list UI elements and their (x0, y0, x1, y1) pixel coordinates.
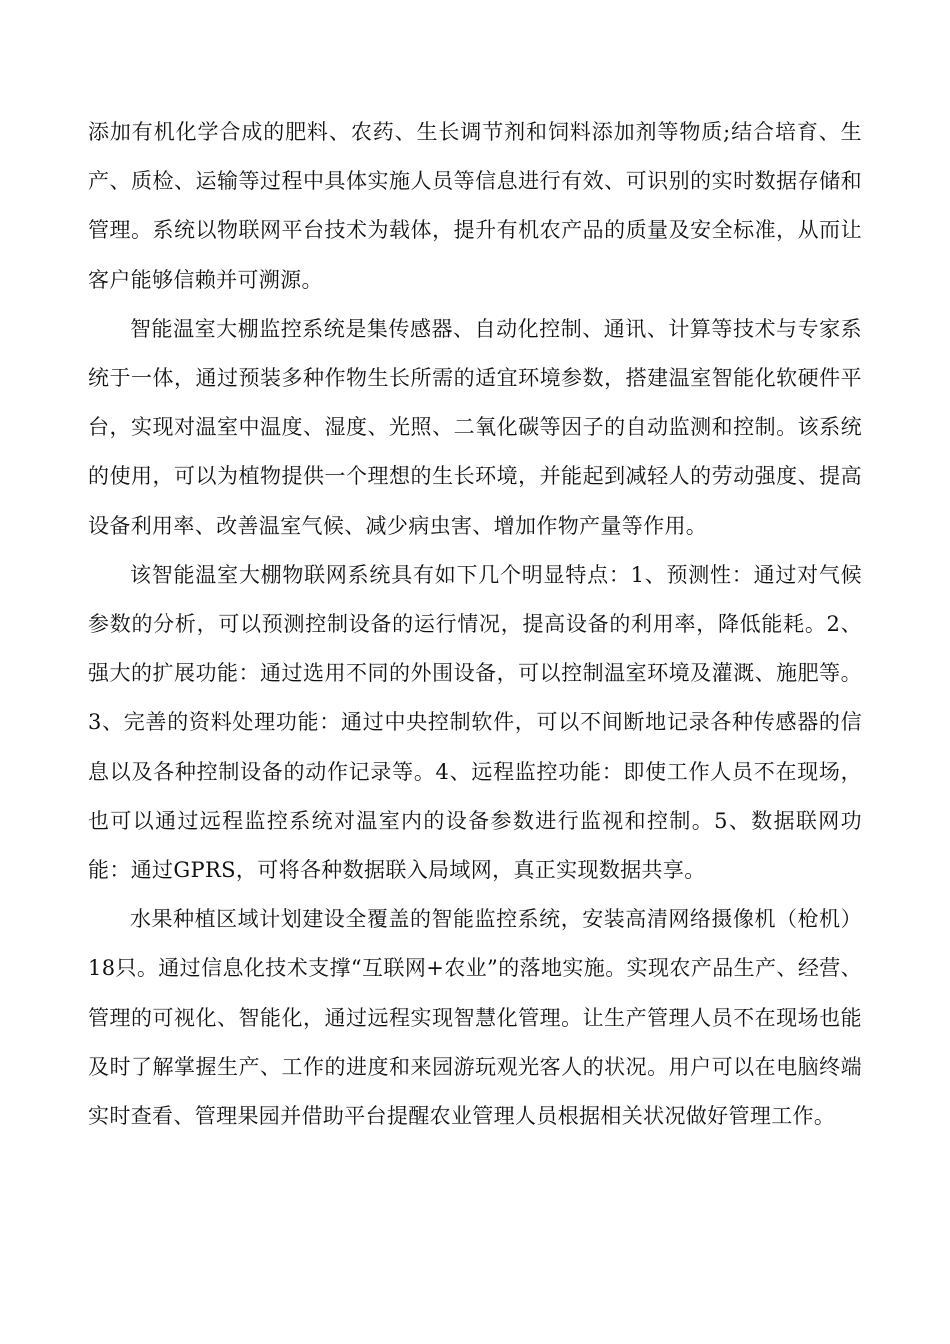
paragraph-fruit-area-surveillance: 水果种植区域计划建设全覆盖的智能监控系统，安装高清网络摄像机（枪机）18只。通过信息化技术支撑“互联网+农业”的落地实施。实现农产品生产、经营、管理的可视化、智能化，通过远程实现智慧化管理。让生产管理人员不在现场也能及时了解掌握生产、工作的进度和来园游玩观光客人的状况。用户可以在电脑终端实时查看、管理果园并借助平台提醒农业管理人员根据相关状况做好管理工作。 (88, 907, 862, 1129)
paragraph-greenhouse-monitoring: 智能温室大棚监控系统是集传感器、自动化控制、通讯、计算等技术与专家系统于一体，通过预装多种作物生长所需的适宜环境参数，搭建温室智能化软硬件平台，实现对温室中温度、湿度、光照、二氧化碳等因子的自动监测和控制。该系统的使用，可以为植物提供一个理想的生长环境，并能起到减轻人的劳动强度、提高设备利用率、改善温室气候、减少病虫害、增加作物产量等作用。 (88, 316, 862, 538)
paragraph-system-features: 该智能温室大棚物联网系统具有如下几个明显特点：1、预测性：通过对气候参数的分析，可以预测控制设备的运行情况，提高设备的利用率，降低能耗。2、强大的扩展功能：通过选用不同的外围设备，可以控制温室环境及灌溉、施肥等。3、完善的资料处理功能：通过中央控制软件，可以不间断地记录各种传感器的信息以及各种控制设备的动作记录等。4、远程监控功能：即使工作人员不在现场，也可以通过远程监控系统对温室内的设备参数进行监视和控制。5、数据联网功能：通过GPRS，可将各种数据联入局域网，真正实现数据共享。 (88, 562, 862, 883)
paragraph-continuation: 添加有机化学合成的肥料、农药、生长调节剂和饲料添加剂等物质;结合培育、生产、质检、运输等过程中具体实施人员等信息进行有效、可识别的实时数据存储和管理。系统以物联网平台技术为载体，提升有机农产品的质量及安全标准，从而让客户能够信赖并可溯源。 (88, 120, 862, 292)
document-page (88, 108, 862, 1141)
